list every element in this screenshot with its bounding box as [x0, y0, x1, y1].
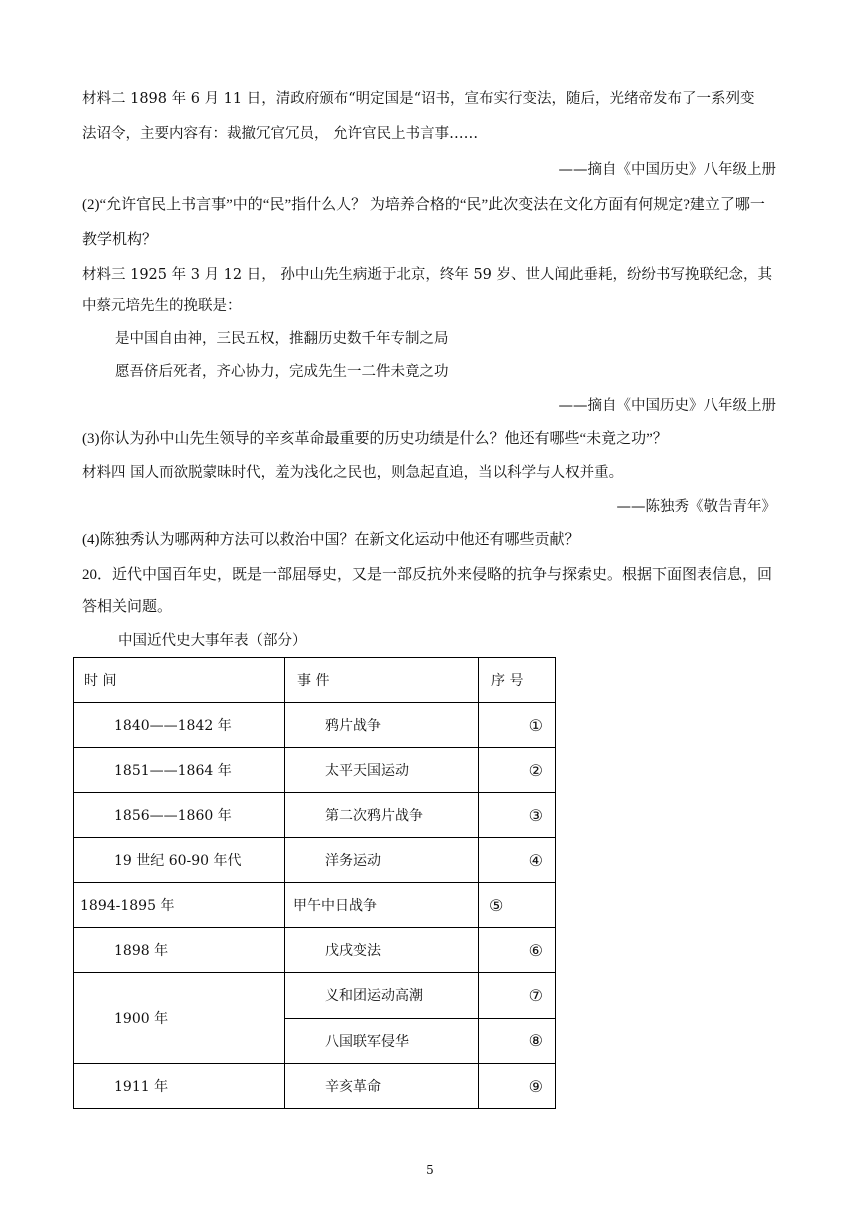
question3: (3)你认为孙中山先生领导的辛亥革命最重要的历史功绩是什么？他还有哪些“未竟之功”？ [82, 431, 668, 447]
row-time: 1856——1860 年 [74, 793, 285, 838]
row-number: ① [479, 703, 556, 748]
couplet-line2: 愿吾侪后死者，齐心协力，完成先生一二件未竟之功 [115, 364, 449, 380]
table-row [74, 748, 556, 793]
row-time: 1894-1895 年 [74, 883, 285, 928]
header-event: 事 件 [285, 658, 479, 703]
row-number: ⑨ [479, 1064, 556, 1109]
table-row [74, 973, 556, 1019]
timeline-table [73, 657, 556, 1109]
table-caption: 中国近代史大事年表（部分） [118, 633, 307, 649]
material3-line1: 材料三 1925 年 3 月 12 日， 孙中山先生病逝于北京，终年 59 岁、世人闻此垂耗，纷纷书写挽联纪念，其 [82, 267, 773, 283]
table-row [74, 793, 556, 838]
row-number: ② [479, 748, 556, 793]
row-time: 1840——1842 年 [74, 703, 285, 748]
table-row [74, 928, 556, 973]
row-event: 辛亥革命 [285, 1064, 479, 1109]
row-time: 1851——1864 年 [74, 748, 285, 793]
table-row [74, 703, 556, 748]
question20-line2: 答相关问题。 [82, 599, 173, 615]
material3-source: ——摘自《中国历史》八年级上册 [558, 398, 776, 414]
material4-source: ——陈独秀《敬告青年》 [616, 499, 776, 515]
row-time: 19 世纪 60-90 年代 [74, 838, 285, 883]
row-number: ④ [479, 838, 556, 883]
row-event: 太平天国运动 [285, 748, 479, 793]
table-row [74, 883, 556, 928]
header-time: 时 间 [74, 658, 285, 703]
row-event: 洋务运动 [285, 838, 479, 883]
page-number: 5 [426, 1163, 434, 1177]
question4: (4)陈独秀认为哪两种方法可以救治中国？在新文化运动中他还有哪些贡献？ [82, 532, 580, 548]
material3-line2: 中蔡元培先生的挽联是： [82, 298, 242, 314]
table-header-row [74, 658, 556, 703]
material4-line1: 材料四 国人而欲脱蒙昧时代，羞为浅化之民也，则急起直追，当以科学与人权并重。 [82, 465, 624, 481]
table-row [74, 1064, 556, 1109]
row-number: ⑤ [479, 883, 556, 928]
row-number: ⑦ [479, 973, 556, 1019]
row-time: 1900 年 [74, 973, 285, 1064]
row-event: 八国联军侵华 [285, 1018, 479, 1064]
row-event: 甲午中日战争 [285, 883, 479, 928]
row-time: 1911 年 [74, 1064, 285, 1109]
question2-line1: (2)“允许官民上书言事”中的“民”指什么人？ 为培养合格的“民”此次变法在文化方面有何规定?建立了哪一 [82, 197, 765, 213]
question2-line2: 教学机构？ [82, 232, 158, 248]
row-event: 第二次鸦片战争 [285, 793, 479, 838]
row-number: ⑥ [479, 928, 556, 973]
material2-line2: 法诏令，主要内容有：裁撤冗官冗员， 允许官民上书言事…… [82, 126, 479, 142]
table-row [74, 838, 556, 883]
row-number: ③ [479, 793, 556, 838]
row-number: ⑧ [479, 1018, 556, 1064]
row-event: 戊戌变法 [285, 928, 479, 973]
material2-line1: 材料二 1898 年 6 月 11 日，清政府颁布“明定国是“诏书，宣布实行变法，随后，光绪帝发布了一系列变 [82, 91, 755, 107]
material2-source: ——摘自《中国历史》八年级上册 [558, 162, 776, 178]
couplet-line1: 是中国自由神，三民五权，推翻历史数千年专制之局 [115, 331, 449, 347]
question20-line1: 20．近代中国百年史，既是一部屈辱史，又是一部反抗外来侵略的抗争与探索史。根据下面图表信息，回 [82, 567, 773, 583]
header-number: 序 号 [479, 658, 556, 703]
row-event: 义和团运动高潮 [285, 973, 479, 1019]
row-time: 1898 年 [74, 928, 285, 973]
row-event: 鸦片战争 [285, 703, 479, 748]
